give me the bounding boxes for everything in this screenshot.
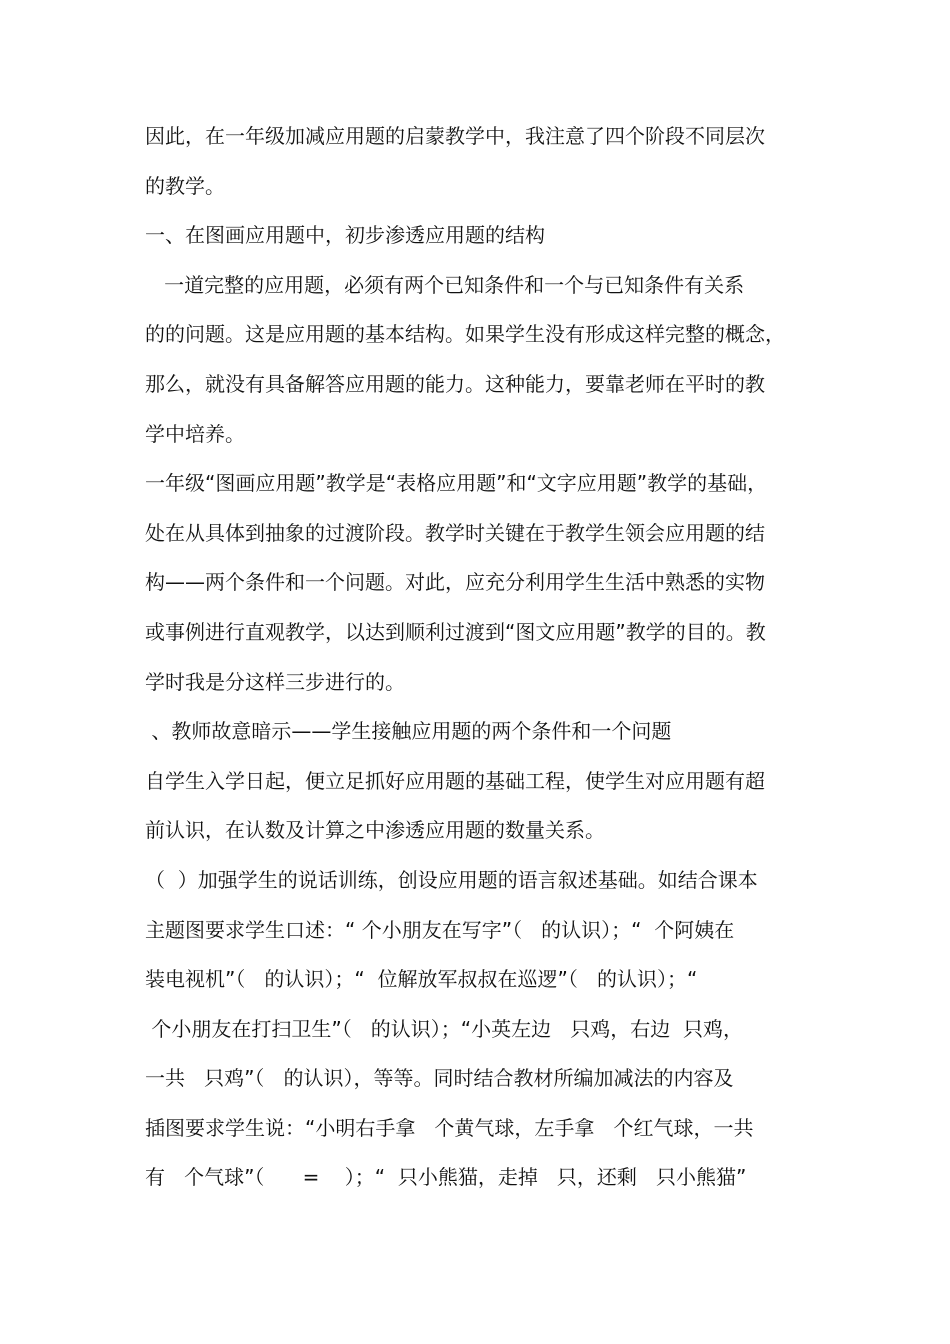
text-line: 的的问题。这是应用题的基本结构。如果学生没有形成这样完整的概念， <box>145 322 785 347</box>
section-heading: 一、在图画应用题中，初步渗透应用题的结构 <box>145 223 545 248</box>
document-body <box>145 112 810 1203</box>
text-line: 有 个气球”（ = ）；“ 只小熊猫，走掉 只，还剩 只小熊猫” <box>145 1165 747 1190</box>
text-line: 学时我是分这样三步进行的。 <box>145 669 405 694</box>
text-line: 自学生入学日起，便立足抓好应用题的基础工程，使学生对应用题有超 <box>145 768 765 793</box>
text-line: 那么，就没有具备解答应用题的能力。这种能力，要靠老师在平时的教 <box>145 371 765 396</box>
text-line: 一年级“图画应用题”教学是“表格应用题”和“文字应用题”教学的基础， <box>145 471 768 496</box>
text-line: 前认识，在认数及计算之中渗透应用题的数量关系。 <box>145 818 605 843</box>
text-line: 个小朋友在打扫卫生”（ 的认识）；“小英左边 只鸡，右边 只鸡， <box>145 1016 743 1041</box>
text-line: 主题图要求学生口述：“ 个小朋友在写字”（ 的认识）；“ 个阿姨在 <box>145 917 735 942</box>
text-line: 插图要求学生说：“小明右手拿 个黄气球，左手拿 个红气球，一共 <box>145 1115 754 1140</box>
text-line: 或事例进行直观教学，以达到顺利过渡到“图文应用题”教学的目的。教 <box>145 619 766 644</box>
text-line: 构——两个条件和一个问题。对此，应充分利用学生生活中熟悉的实物 <box>145 570 765 595</box>
text-line: 处在从具体到抽象的过渡阶段。教学时关键在于教学生领会应用题的结 <box>145 520 765 545</box>
text-line: 学中培养。 <box>145 421 245 446</box>
text-line: （ ）加强学生的说话训练，创设应用题的语言叙述基础。如结合课本 <box>145 867 758 892</box>
text-line: 的教学。 <box>145 173 225 198</box>
subsection-heading: 、教师故意暗示——学生接触应用题的两个条件和一个问题 <box>145 719 672 744</box>
text-line: 装电视机”（ 的认识）；“ 位解放军叔叔在巡逻”（ 的认识）；“ <box>145 967 698 992</box>
text-line: 一道完整的应用题，必须有两个已知条件和一个与已知条件有关系 <box>145 272 745 297</box>
text-line: 因此，在一年级加减应用题的启蒙教学中，我注意了四个阶段不同层次 <box>145 124 765 148</box>
text-line: 一共 只鸡”（ 的认识），等等。同时结合教材所编加减法的内容及 <box>145 1066 734 1091</box>
